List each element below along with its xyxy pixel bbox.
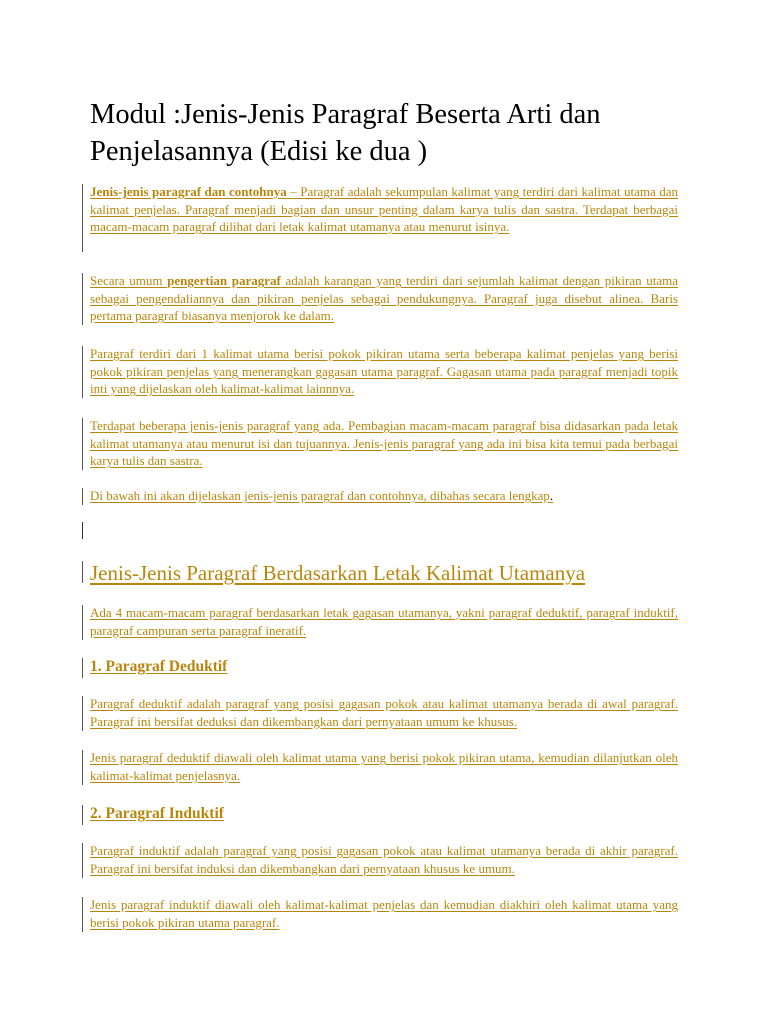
- change-bar: [82, 561, 83, 583]
- paragraph-text: Secara umum: [90, 273, 168, 288]
- paragraph-overview: Ada 4 macam-macam paragraf berdasarkan letak gagasan utamanya, yakni paragraf deduktif, paragraf induktif, paragraf campuran serta paragraf ineratif.: [90, 605, 678, 638]
- bold-term: Jenis-jenis paragraf dan contohnya: [90, 184, 287, 199]
- subheading-induktif: 2. Paragraf Induktif: [90, 805, 224, 822]
- paragraph-structure: Paragraf terdiri dari 1 kalimat utama berisi pokok pikiran utama serta beberapa kalimat penjelas yang berisi pokok pikiran penjelas yang menerangkan gagasan utama paragraf. Gagasan utama pada paragraf menjadi topik inti yang dijelaskan oleh kalimat-kalimat lainnnya.: [90, 346, 678, 396]
- section-heading: Jenis-Jenis Paragraf Berdasarkan Letak Kalimat Utamanya: [90, 561, 586, 585]
- bold-term: pengertian paragraf: [167, 273, 281, 288]
- paragraph-deduktif-definition: Paragraf deduktif adalah paragraf yang posisi gagasan pokok atau kalimat utamanya berada di awal paragraf. Paragraf ini bersifat deduksi dan dikembangkan dari pernyataan umum ke khusus.: [90, 696, 678, 729]
- change-bar: [82, 418, 83, 470]
- paragraph-lead-in: [90, 487, 678, 505]
- paragraph-definition: [90, 272, 678, 325]
- change-bar: [82, 750, 83, 785]
- change-bar: [82, 658, 83, 678]
- document-title: Modul :Jenis-Jenis Paragraf Beserta Arti dan Penjelasannya (Edisi ke dua ): [90, 99, 601, 167]
- paragraph-intro: [90, 183, 678, 236]
- change-bar: [82, 696, 83, 731]
- change-bar: [82, 273, 83, 325]
- change-bar: [82, 605, 83, 640]
- change-bar: [82, 897, 83, 932]
- paragraph-induktif-structure: Jenis paragraf induktif diawali oleh kalimat-kalimat penjelas dan kemudian diakhiri oleh kalimat utama yang berisi pokok pikiran utama paragraf.: [90, 897, 678, 930]
- change-bar: [82, 184, 83, 252]
- subheading-deduktif: 1. Paragraf Deduktif: [90, 658, 228, 675]
- change-bar: [82, 346, 83, 398]
- paragraph-deduktif-structure: Jenis paragraf deduktif diawali oleh kalimat utama yang berisi pokok pikiran utama, kemudian dilanjutkan oleh kalimat-kalimat penjelasnya.: [90, 750, 678, 783]
- paragraph-period: .: [549, 488, 554, 503]
- change-bar: [82, 488, 83, 505]
- paragraph-text: adalah karangan yang terdiri dari sejumlah kalimat dengan pikiran utama sebagai pengendaliannya dan pikiran penjelas sebagai pendukungnya. Paragraf juga disebut alinea. Baris pertama paragraf biasanya menjorok ke dalam.: [90, 273, 679, 323]
- change-bar: [82, 805, 83, 825]
- text-cursor: [82, 522, 83, 539]
- paragraph-text: Di bawah ini akan dijelaskan jenis-jenis paragraf dan contohnya, dibahas secara lengkap: [90, 488, 550, 503]
- change-bar: [82, 843, 83, 878]
- paragraph-induktif-definition: Paragraf induktif adalah paragraf yang posisi gagasan pokok atau kalimat utamanya berada di akhir paragraf. Paragraf ini bersifat induksi dan dikembangkan dari pernyataan khusus ke umum.: [90, 843, 678, 876]
- paragraph-text: – Paragraf adalah sekumpulan kalimat yang terdiri dari kalimat utama dan kalimat penjelas. Paragraf menjadi bagian dan unsur penting dalam karya tulis dan sastra. Terdapat berbagai macam-macam paragraf dilihat dari letak kalimat utamanya atau menurut isinya.: [90, 184, 678, 234]
- paragraph-types: Terdapat beberapa jenis-jenis paragraf yang ada. Pembagian macam-macam paragraf bisa didasarkan pada letak kalimat utamanya atau menurut isi dan tujuannya. Jenis-jenis paragraf yang ada ini bisa kita temui pada berbagai karya tulis dan sastra.: [90, 418, 678, 468]
